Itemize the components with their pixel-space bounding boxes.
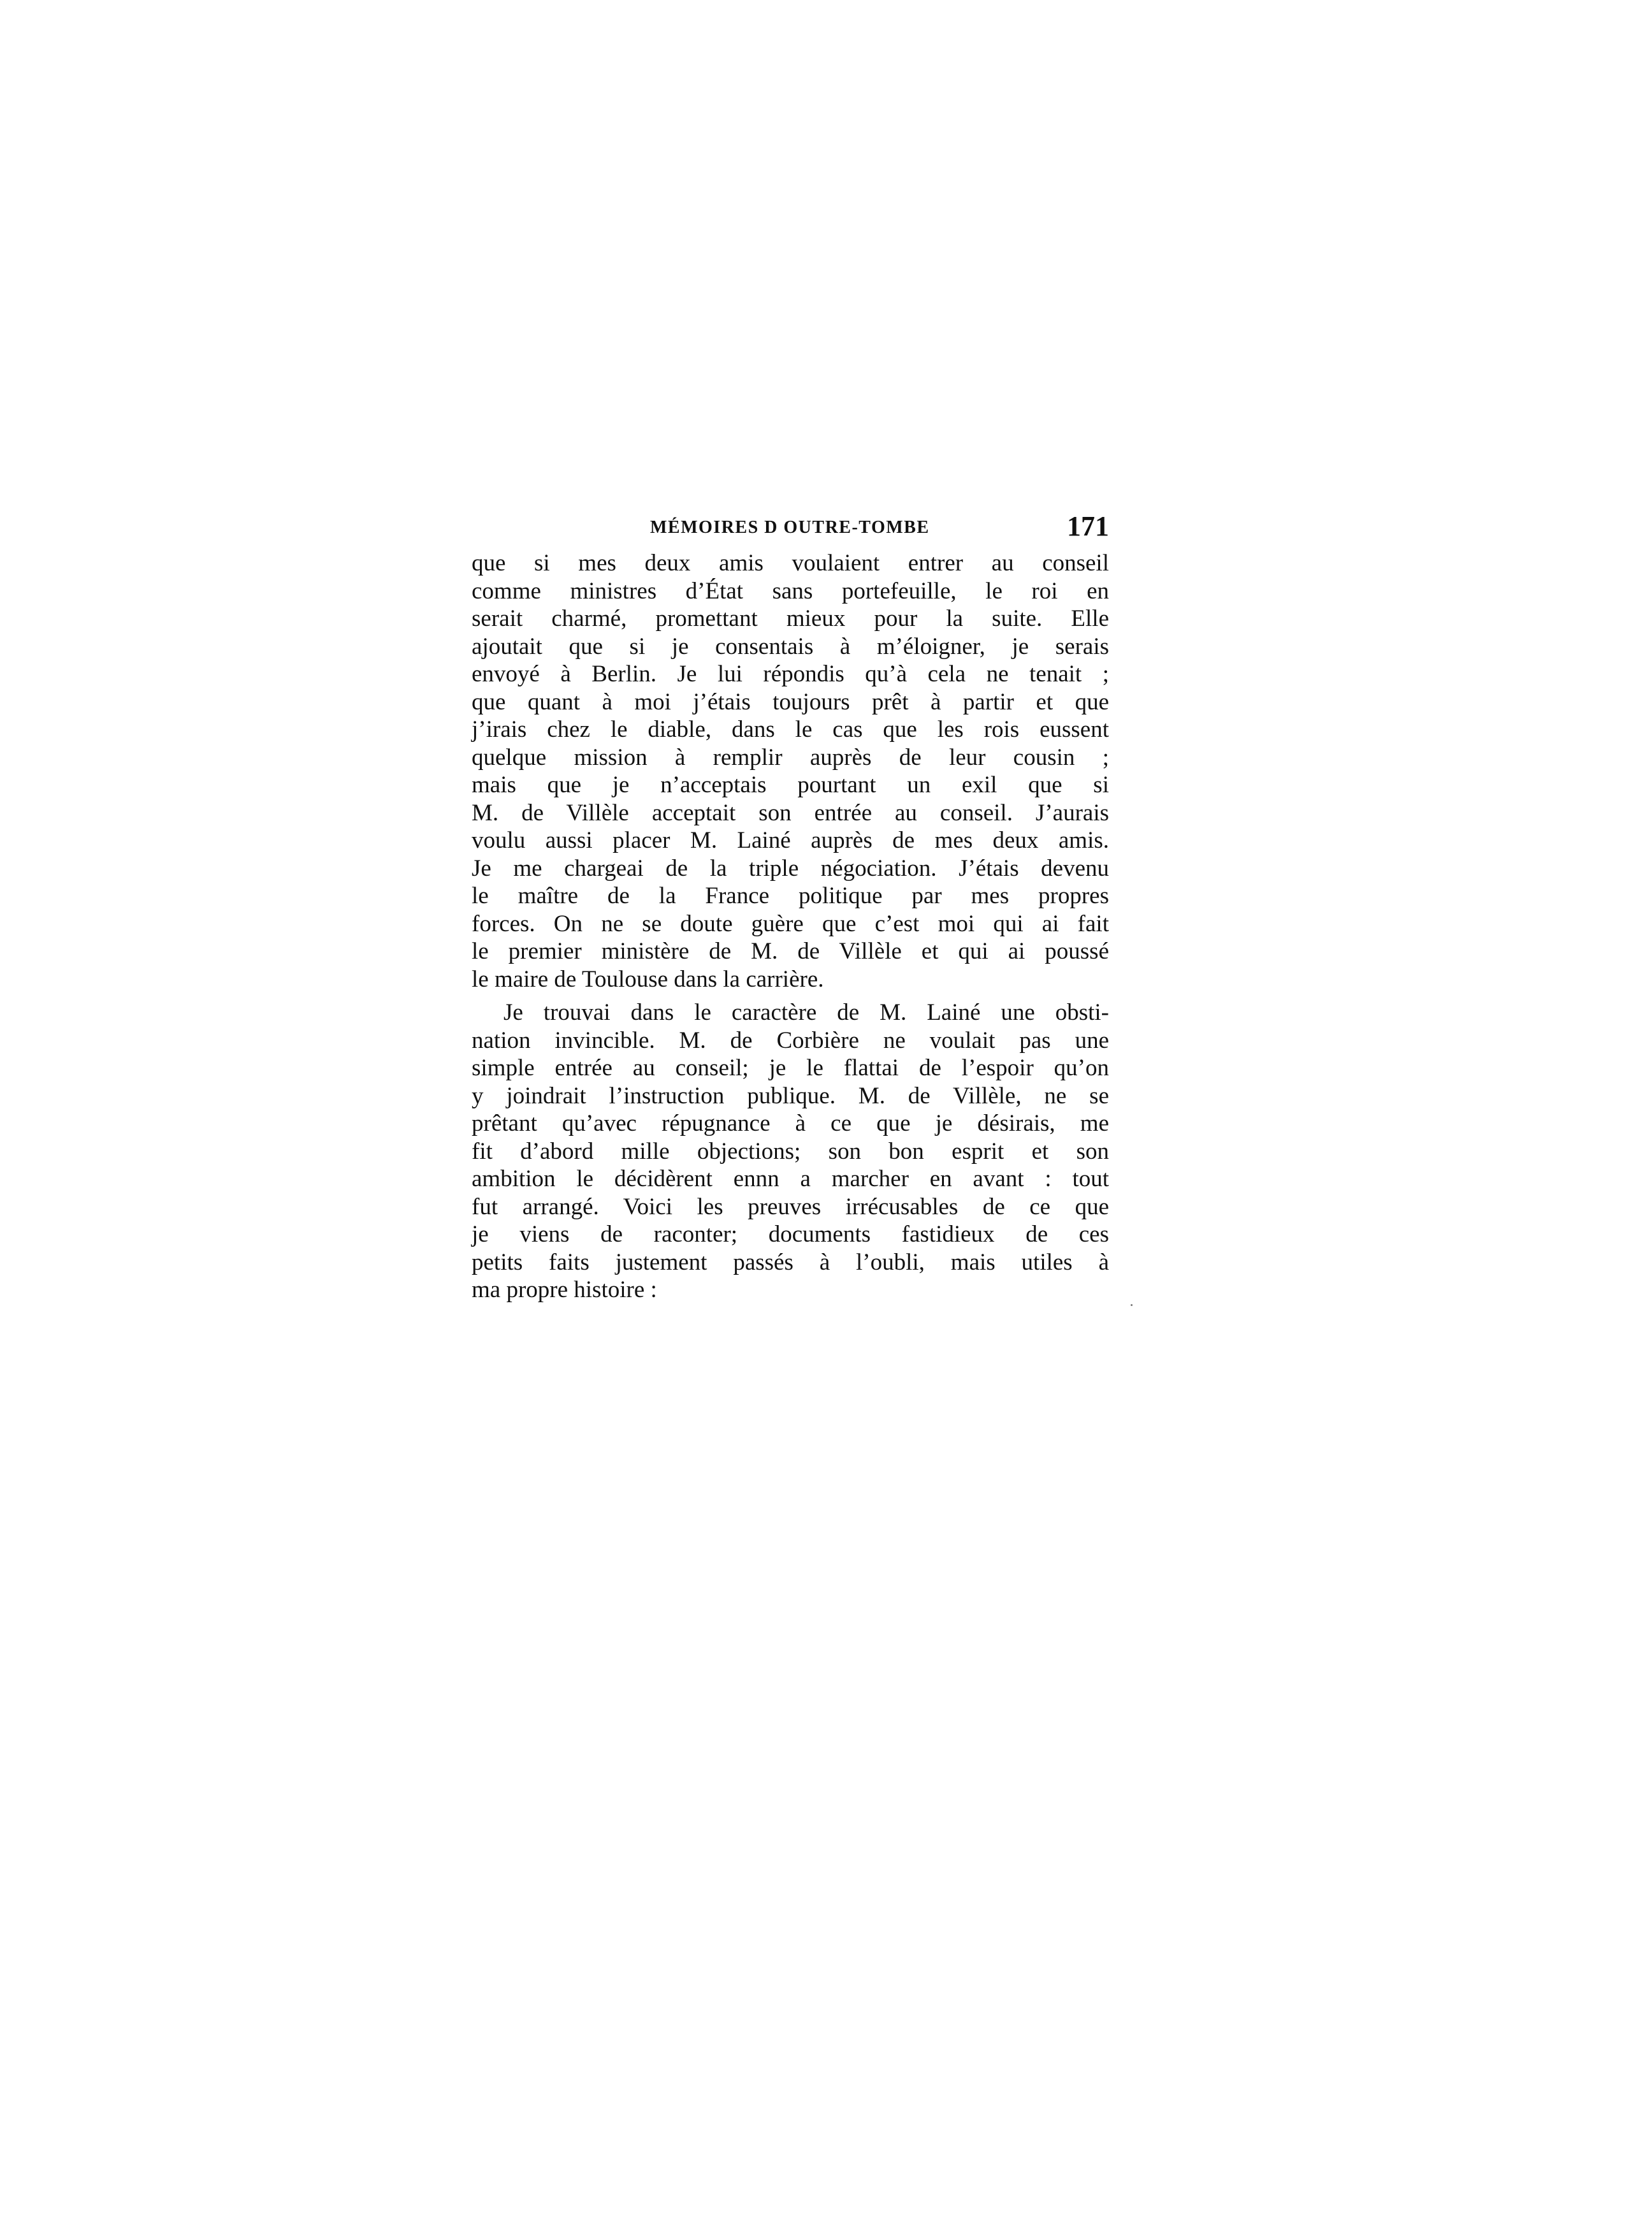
text-line: petits faits justement passés à l’oubli, mais utiles à bbox=[472, 1249, 1109, 1275]
running-title: MÉMOIRES D OUTRE-TOMBE bbox=[650, 518, 930, 537]
text-line: que si mes deux amis voulaient entrer au conseil bbox=[472, 550, 1109, 576]
text-line: Je me chargeai de la triple négociation. J’étais devenu bbox=[472, 855, 1109, 882]
text-line: prêtant qu’avec répugnance à ce que je désirais, me bbox=[472, 1110, 1109, 1136]
text-line: fut arrangé. Voici les preuves irrécusables de ce que bbox=[472, 1193, 1109, 1220]
paragraph-2 bbox=[472, 999, 1109, 1304]
text-line: ambition le décidèrent ennn a marcher en avant : tout bbox=[472, 1166, 1109, 1192]
text-line: fit d’abord mille objections; son bon esprit et son bbox=[472, 1138, 1109, 1165]
text-line: ma propre histoire : bbox=[472, 1277, 657, 1303]
text-line: le maître de la France politique par mes propres bbox=[472, 883, 1109, 909]
text-line: mais que je n’acceptais pourtant un exil que si bbox=[472, 772, 1109, 798]
body-text bbox=[472, 549, 1109, 1304]
text-line: envoyé à Berlin. Je lui répondis qu’à cela ne tenait ; bbox=[472, 661, 1109, 687]
text-line: M. de Villèle acceptait son entrée au conseil. J’aurais bbox=[472, 799, 1109, 826]
text-line: ajoutait que si je consentais à m’éloigner, je serais bbox=[472, 633, 1109, 660]
text-line: que quant à moi j’étais toujours prêt à partir et que bbox=[472, 688, 1109, 715]
text-line: serait charmé, promettant mieux pour la suite. Elle bbox=[472, 606, 1109, 632]
running-head bbox=[472, 510, 1109, 548]
text-line: je viens de raconter; documents fastidieux de ces bbox=[472, 1221, 1109, 1247]
scan-speck bbox=[1131, 1304, 1133, 1306]
text-line: comme ministres d’État sans portefeuille, le roi en bbox=[472, 577, 1109, 604]
text-line: le premier ministère de M. de Villèle et qui ai poussé bbox=[472, 938, 1109, 964]
text-line: voulu aussi placer M. Lainé auprès de mes deux amis. bbox=[472, 827, 1109, 853]
page-number: 171 bbox=[1067, 511, 1109, 542]
text-line: quelque mission à remplir auprès de leur cousin ; bbox=[472, 744, 1109, 771]
text-line: simple entrée au conseil; je le flattai de l’espoir qu’on bbox=[472, 1055, 1109, 1081]
text-line: le maire de Toulouse dans la carrière. bbox=[472, 966, 824, 992]
text-line: y joindrait l’instruction publique. M. de Villèle, ne se bbox=[472, 1082, 1109, 1109]
text-line: nation invincible. M. de Corbière ne voulait pas une bbox=[472, 1027, 1109, 1054]
text-line: j’irais chez le diable, dans le cas que les rois eussent bbox=[472, 716, 1109, 743]
text-line: forces. On ne se doute guère que c’est moi qui ai fait bbox=[472, 910, 1109, 937]
paragraph-1 bbox=[472, 549, 1109, 993]
text-line: Je trouvai dans le caractère de M. Lainé une obsti- bbox=[504, 999, 1109, 1026]
